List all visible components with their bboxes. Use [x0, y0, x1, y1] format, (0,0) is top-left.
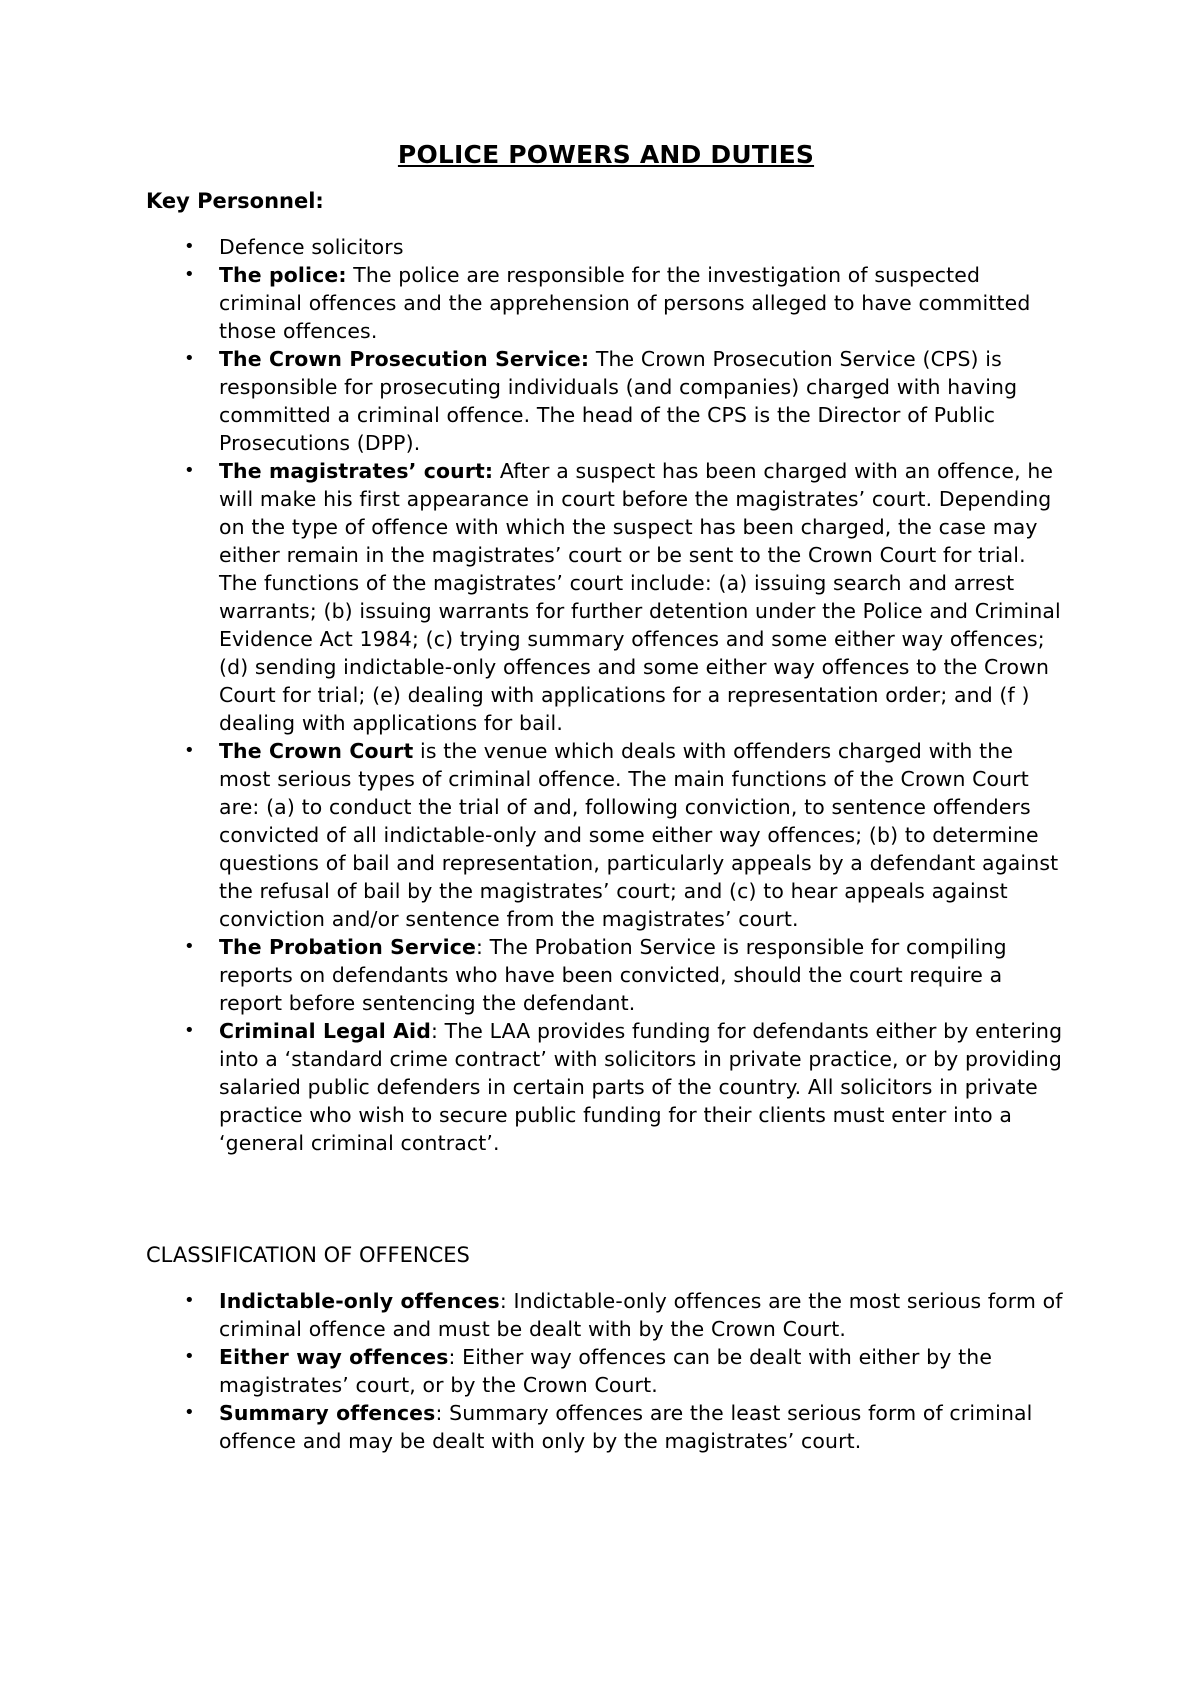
- classification-heading: CLASSIFICATION OF OFFENCES: [146, 1243, 470, 1267]
- item-term: The Crown Prosecution Service:: [219, 347, 590, 371]
- document-page: [146, 140, 1066, 1455]
- bullet-icon: •: [184, 236, 195, 257]
- item-term: Either way offences: [219, 1345, 449, 1369]
- list-item: [146, 457, 1066, 737]
- item-text: : The LAA provides funding for defendants either by entering into a ‘standard crime contract’ with solicitors in private practice, or by providing salaried public defenders in certain parts of the country. All solicitors in private practice who wish to secure public funding for their clients must enter into a ‘general criminal contract’.: [219, 1019, 1063, 1155]
- bullet-icon: •: [184, 740, 195, 761]
- item-text: : Indictable-only offences are the most serious form of criminal offence and must be dealt with by the Crown Court.: [219, 1289, 1063, 1341]
- bullet-icon: •: [184, 264, 195, 285]
- item-term: Summary offences: [219, 1401, 436, 1425]
- item-text: : Summary offences are the least serious form of criminal offence and may be dealt with only by the magistrates’ court.: [219, 1401, 1033, 1453]
- bullet-icon: •: [184, 460, 195, 481]
- list-item: [146, 737, 1066, 933]
- list-item: [146, 1399, 1066, 1455]
- list-item: [146, 345, 1066, 457]
- bullet-icon: •: [184, 1020, 195, 1041]
- bullet-icon: •: [184, 1346, 195, 1367]
- item-text: : The Probation Service is responsible for compiling reports on defendants who have been convicted, should the court require a report before sentencing the defendant.: [219, 935, 1007, 1015]
- item-term: The police:: [219, 263, 347, 287]
- classification-list: [146, 1287, 1066, 1455]
- item-term: Criminal Legal Aid: [219, 1019, 431, 1043]
- item-text: : Either way offences can be dealt with either by the magistrates’ court, or by the Crown Court.: [219, 1345, 993, 1397]
- item-term: Indictable-only offences: [219, 1289, 500, 1313]
- item-text: Defence solicitors: [219, 235, 404, 259]
- bullet-icon: •: [184, 936, 195, 957]
- key-personnel-list: [146, 233, 1066, 1157]
- list-item: [146, 933, 1066, 1017]
- list-item: [146, 261, 1066, 345]
- item-text: The Crown Prosecution Service (CPS) is responsible for prosecuting individuals (and companies) charged with having committed a criminal offence. The head of the CPS is the Director of Public Prosecutions (DPP).: [219, 347, 1018, 455]
- list-item: [146, 1287, 1066, 1343]
- item-text: The police are responsible for the investigation of suspected criminal offences and the apprehension of persons alleged to have committed those offences.: [219, 263, 1031, 343]
- document-title: POLICE POWERS AND DUTIES: [397, 140, 815, 169]
- item-term: The magistrates’ court:: [219, 459, 494, 483]
- section-spacer: [146, 1157, 1066, 1243]
- list-item: [146, 1017, 1066, 1157]
- item-term: The Probation Service: [219, 935, 476, 959]
- list-item: [146, 1343, 1066, 1399]
- key-personnel-heading: Key Personnel:: [146, 189, 324, 213]
- item-text: After a suspect has been charged with an offence, he will make his first appearance in court before the magistrates’ court. Depending on the type of offence with which the suspect has been charged, the case may either remain in the magistrates’ court or be sent to the Crown Court for trial. The functions of the magistrates’ court include: (a) issuing search and arrest warrants; (b) issuing warrants for further detention under the Police and Criminal Evidence Act 1984; (c) trying summary offences and some either way offences; (d) sending indictable-only offences and some either way offences to the Crown Court for trial; (e) dealing with applications for a representation order; and (f ) dealing with applications for bail.: [219, 459, 1061, 735]
- item-text: is the venue which deals with offenders charged with the most serious types of criminal offence. The main functions of the Crown Court are: (a) to conduct the trial of and, following conviction, to sentence offenders convicted of all indictable-only and some either way offences; (b) to determine questions of bail and representation, particularly appeals by a defendant against the refusal of bail by the magistrates’ court; and (c) to hear appeals against conviction and/or sentence from the magistrates’ court.: [219, 739, 1059, 931]
- bullet-icon: •: [184, 348, 195, 369]
- bullet-icon: •: [184, 1290, 195, 1311]
- bullet-icon: •: [184, 1402, 195, 1423]
- item-term: The Crown Court: [219, 739, 414, 763]
- list-item: [146, 233, 1066, 261]
